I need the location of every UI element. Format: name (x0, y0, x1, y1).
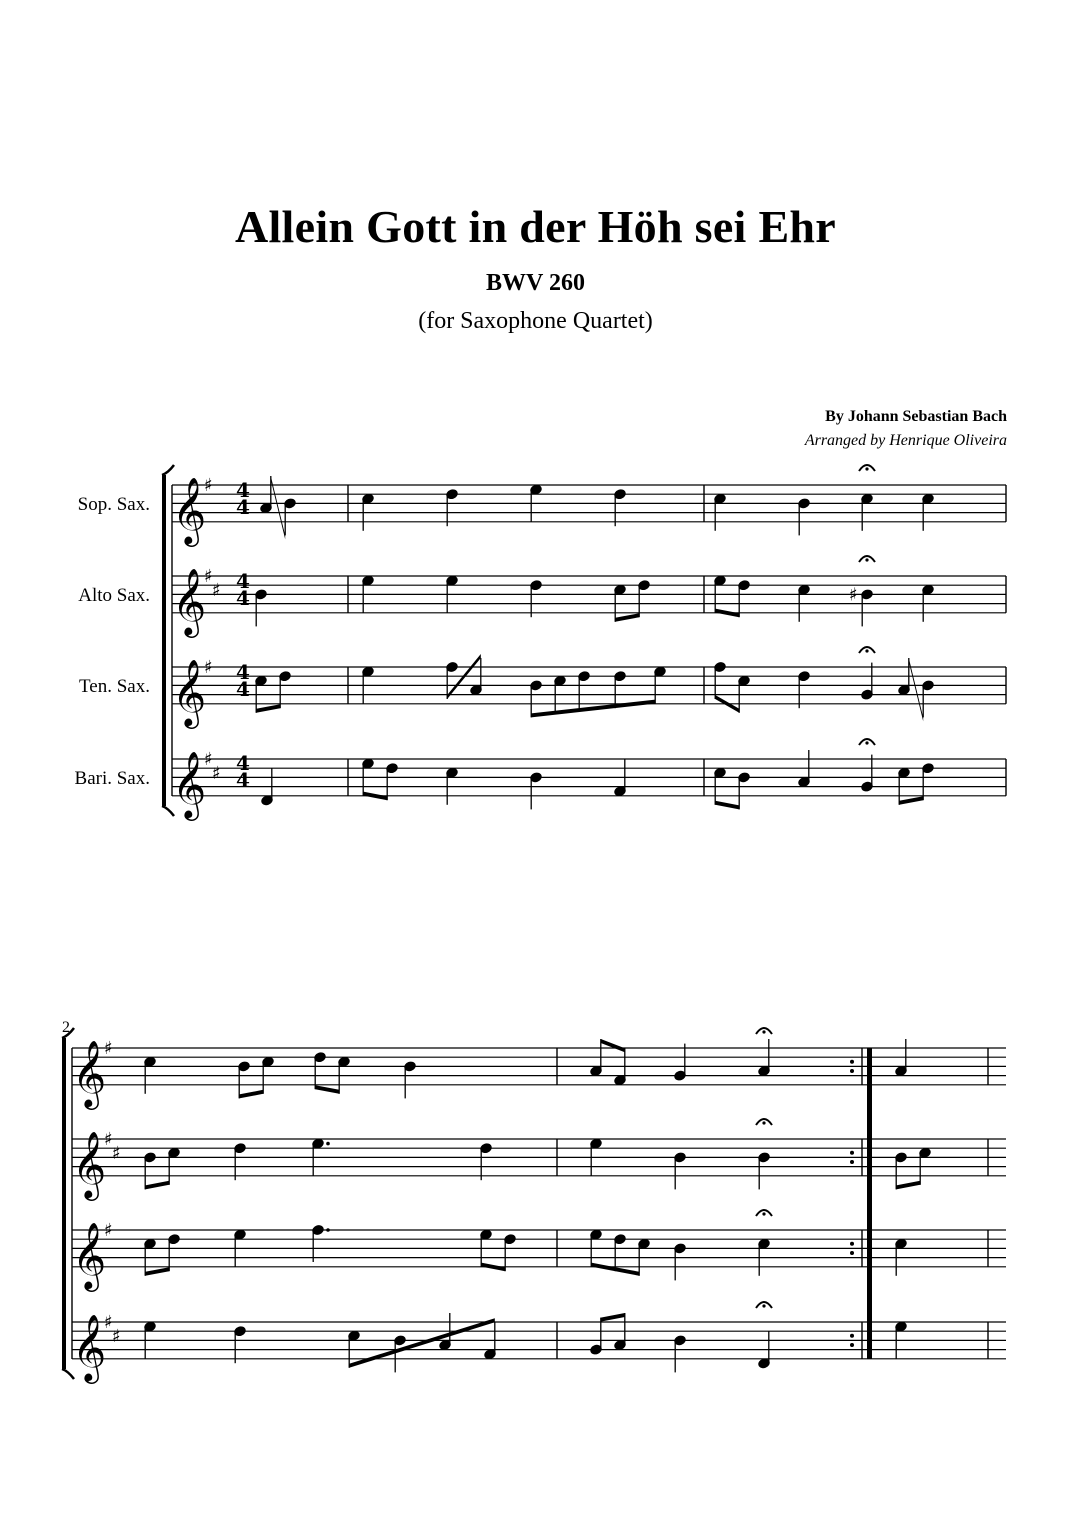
treble-clef-icon: 𝄞 (72, 1129, 107, 1198)
beam (239, 1090, 263, 1099)
score-title: Allein Gott in der Höh sei Ehr (234, 201, 837, 252)
augmentation-dot (326, 1228, 330, 1232)
time-signatures (236, 478, 250, 792)
beam (363, 792, 387, 801)
augmentation-dot (326, 1142, 330, 1146)
staff-label-tenor: Ten. Sax. (79, 676, 150, 697)
time-sig-bottom: 4 (236, 586, 250, 610)
sharp-icon: ♯ (212, 762, 221, 784)
staff-label-soprano: Sop. Sax. (77, 494, 150, 515)
beam (145, 1267, 169, 1276)
instrumentation: (for Saxophone Quartet) (418, 308, 653, 334)
treble-clef-icon: 𝄞 (172, 749, 207, 818)
staff-label-baritone: Bari. Sax. (74, 768, 150, 789)
treble-clef-icon: 𝄞 (172, 657, 207, 726)
sharp-icon: ♯ (204, 475, 213, 496)
beam (256, 704, 280, 713)
treble-clef-icon: 𝄞 (72, 1038, 107, 1107)
bracket-top (62, 1028, 74, 1038)
system-bracket (162, 475, 166, 806)
sharp-icon: ♯ (849, 584, 858, 606)
sharp-icon: ♯ (104, 1312, 113, 1333)
repeat-dot (850, 1069, 854, 1073)
time-sig-top: 4 (236, 569, 250, 593)
repeat-dot (850, 1343, 854, 1347)
time-sig-bottom: 4 (236, 768, 250, 792)
sharp-icon: ♯ (112, 1142, 121, 1164)
treble-clef-icon: 𝄞 (172, 475, 207, 544)
fermata-dot (865, 467, 868, 470)
repeat-dot (850, 1251, 854, 1255)
repeat-dot (850, 1242, 854, 1246)
sharp-icon: ♯ (212, 579, 221, 601)
sharp-icon: ♯ (204, 657, 213, 678)
beam (601, 1039, 625, 1052)
staff-label-alto: Alto Sax. (78, 585, 150, 606)
arranger-credit: Arranged by Henrique Oliveira (804, 432, 1007, 449)
system-bracket (62, 1038, 66, 1369)
beam (145, 1181, 169, 1190)
sharp-icon: ♯ (104, 1129, 113, 1150)
time-sig-top: 4 (236, 751, 250, 775)
sharp-icon: ♯ (204, 566, 213, 587)
repeat-dot (850, 1334, 854, 1338)
sharp-icon: ♯ (104, 1220, 113, 1241)
repeat-dot (850, 1060, 854, 1064)
treble-clef-icon: 𝄞 (72, 1220, 107, 1289)
fermata-dot (762, 1121, 765, 1124)
beam (315, 1085, 339, 1094)
time-sig-top: 4 (236, 478, 250, 502)
beam (615, 613, 639, 622)
beam (899, 796, 923, 805)
time-sig-top: 4 (236, 660, 250, 684)
system-1 (162, 465, 1006, 821)
time-sig-bottom: 4 (236, 677, 250, 701)
fermata-dot (865, 558, 868, 561)
bracket-top (162, 465, 174, 475)
beam (349, 1318, 495, 1368)
fermata-dot (762, 1212, 765, 1215)
repeat-dot (850, 1160, 854, 1164)
fermata-dot (762, 1030, 765, 1033)
beam (601, 1313, 625, 1322)
system-2 (62, 1028, 1006, 1384)
treble-clef-icon: 𝄞 (72, 1312, 107, 1381)
repeat-dot (850, 1151, 854, 1155)
beam (481, 1263, 505, 1272)
score-subtitle: BWV 260 (486, 270, 585, 296)
thick-barline-connector (867, 1048, 872, 1359)
treble-clef-icon: 𝄞 (172, 566, 207, 635)
fermata-dot (865, 649, 868, 652)
fermata-dot (762, 1304, 765, 1307)
sharp-icon: ♯ (112, 1325, 121, 1347)
measure-number: 2 (62, 1019, 70, 1036)
time-sig-bottom: 4 (236, 495, 250, 519)
sharp-icon: ♯ (104, 1038, 113, 1059)
beam (896, 1181, 920, 1190)
composer-credit: By Johann Sebastian Bach (825, 408, 1007, 425)
beam (531, 700, 655, 718)
fermata-dot (865, 741, 868, 744)
beam (715, 609, 739, 618)
beam (715, 801, 739, 810)
sharp-icon: ♯ (204, 749, 213, 770)
notes-layer (144, 465, 935, 1372)
